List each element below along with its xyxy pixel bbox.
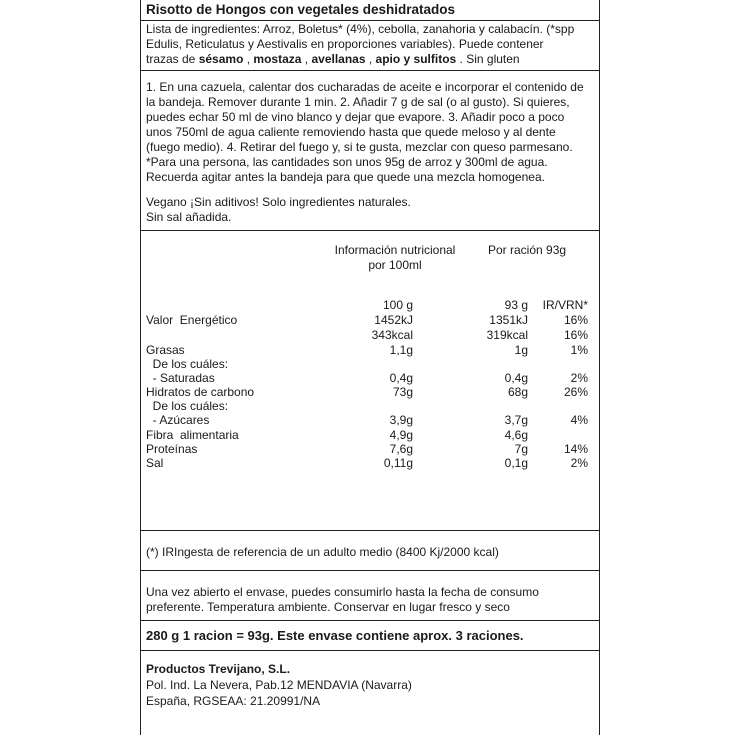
nutrient-label: Fibra alimentaria: [146, 428, 239, 442]
nutrient-value-ir: 1%: [570, 343, 588, 357]
company-address: Pol. Ind. La Nevera, Pab.12 MENDAVIA (Navarra): [146, 678, 412, 692]
nutrient-label: Grasas: [146, 343, 185, 357]
claims-divider: [140, 230, 600, 231]
separator: ,: [243, 52, 254, 66]
ingredients-suffix: . Sin gluten: [456, 52, 520, 66]
instructions-line: unos 750ml de agua caliente removiendo hasta que quede meloso y al dente: [146, 125, 556, 139]
nutrient-value-serving: 1351kJ: [489, 313, 528, 327]
column-header-93g: 93 g: [504, 298, 528, 312]
nutrient-label: - Saturadas: [146, 371, 215, 385]
nutrient-value-serving: 4,6g: [504, 428, 528, 442]
instructions-line: 1. En una cazuela, calentar dos cucharadas de aceite e incorporar el contenido de: [146, 80, 584, 94]
ingredients-line-2: Edulis, Reticulatus y Aestivalis en proporciones variables). Puede contener: [146, 37, 544, 51]
nutrient-value-serving: 3,7g: [504, 413, 528, 427]
instructions-line: puedes echar 50 ml de vino blanco y dejar que evapore. 3. Añadir poco a poco: [146, 110, 565, 124]
table-divider: [140, 530, 600, 531]
storage-line: Una vez abierto el envase, puedes consumirlo hasta la fecha de consumo: [146, 585, 539, 599]
nutrition-header-per-100: Información nutricional: [334, 243, 456, 257]
nutrient-label: De los cuáles:: [146, 357, 229, 371]
nutrient-label: Hidratos de carbono: [146, 385, 255, 399]
nutrient-value-ir: 16%: [563, 328, 588, 342]
nutrient-value-ir: 26%: [563, 385, 588, 399]
nutrient-label: - Azúcares: [146, 413, 210, 427]
allergen-mustard: mostaza: [253, 52, 302, 66]
right-border: [599, 0, 600, 735]
nutrition-header-per-serving: Por ración 93g: [488, 243, 567, 257]
nutrient-value-serving: 68g: [507, 385, 528, 399]
title-divider: [140, 20, 600, 21]
nutrient-value-ir: 4%: [570, 413, 588, 427]
nutrient-value-ir: 14%: [563, 442, 588, 456]
company-registry: España, RGSEAA: 21.20991/NA: [146, 694, 321, 708]
ingredients-divider: [140, 70, 600, 71]
claim-no-salt: Sin sal añadida.: [146, 210, 232, 224]
nutrient-value-100g: 7,6g: [389, 442, 413, 456]
nutrition-header-per-100-unit: por 100ml: [368, 258, 422, 272]
nutrient-value-100g: 3,9g: [389, 413, 413, 427]
instructions-line: *Para una persona, las cantidades son unos 95g de arroz y 300ml de agua.: [146, 155, 548, 169]
reference-footnote: (*) IRIngesta de referencia de un adulto medio (8400 Kj/2000 kcal): [146, 545, 499, 559]
nutrient-value-100g: 1452kJ: [374, 313, 413, 327]
nutrient-value-100g: 0,11g: [383, 456, 413, 470]
allergen-sesame: sésamo: [198, 52, 244, 66]
ingredients-line-3: [146, 52, 520, 67]
instructions-line: Recuerda agitar antes la bandeja para que quede una mezcla homogenea.: [146, 170, 545, 184]
instructions-line: la bandeja. Remover durante 1 min. 2. Añadir 7 g de sal (o al gusto). Si quieres,: [146, 95, 570, 109]
nutrient-value-ir: 16%: [563, 313, 588, 327]
nutrient-value-100g: 343kcal: [371, 328, 413, 342]
nutrient-value-serving: 1g: [514, 343, 528, 357]
nutrient-value-100g: 4,9g: [389, 428, 413, 442]
nutrient-value-serving: 0,4g: [504, 371, 528, 385]
column-header-ir: IR/VRN*: [542, 298, 588, 312]
nutrient-value-serving: 0,1g: [504, 456, 528, 470]
nutrient-value-100g: 73g: [392, 385, 413, 399]
nutrient-value-ir: 2%: [570, 456, 588, 470]
allergen-celery-sulfites: apio y sulfitos: [375, 52, 457, 66]
nutrient-value-serving: 7g: [514, 442, 528, 456]
allergen-hazelnuts: avellanas: [311, 52, 366, 66]
product-title: Risotto de Hongos con vegetales deshidratados: [146, 2, 456, 17]
footnote-divider: [140, 570, 600, 571]
nutrient-value-100g: 0,4g: [389, 371, 413, 385]
instructions-line: (fuego medio). 4. Retirar del fuego y, si te gusta, mezclar con queso parmesano.: [146, 140, 573, 154]
ingredients-line-1: Lista de ingredientes: Arroz, Boletus* (4%), cebolla, zanahoria y calabacín. (*spp: [146, 22, 575, 36]
nutrient-value-serving: 319kcal: [486, 328, 528, 342]
left-border: [140, 0, 141, 735]
claim-vegan: Vegano ¡Sin aditivos! Solo ingredientes naturales.: [146, 195, 411, 209]
nutrient-label: Valor Energético: [146, 313, 238, 327]
column-header-100g: 100 g: [382, 298, 413, 312]
separator: ,: [301, 52, 312, 66]
ingredients-prefix: trazas de: [146, 52, 199, 66]
storage-divider: [140, 620, 600, 621]
nutrient-label: Proteínas: [146, 442, 198, 456]
storage-line: preferente. Temperatura ambiente. Conservar en lugar fresco y seco: [146, 600, 510, 614]
nutrient-value-ir: 2%: [570, 371, 588, 385]
nutrient-label: Sal: [146, 456, 164, 470]
separator: ,: [365, 52, 376, 66]
portion-info: 280 g 1 racion = 93g. Este envase contiene aprox. 3 raciones.: [146, 628, 524, 643]
portion-divider: [140, 650, 600, 651]
nutrient-value-100g: 1,1g: [389, 343, 413, 357]
nutrient-label: De los cuáles:: [146, 399, 229, 413]
company-name: Productos Trevijano, S.L.: [146, 662, 291, 676]
